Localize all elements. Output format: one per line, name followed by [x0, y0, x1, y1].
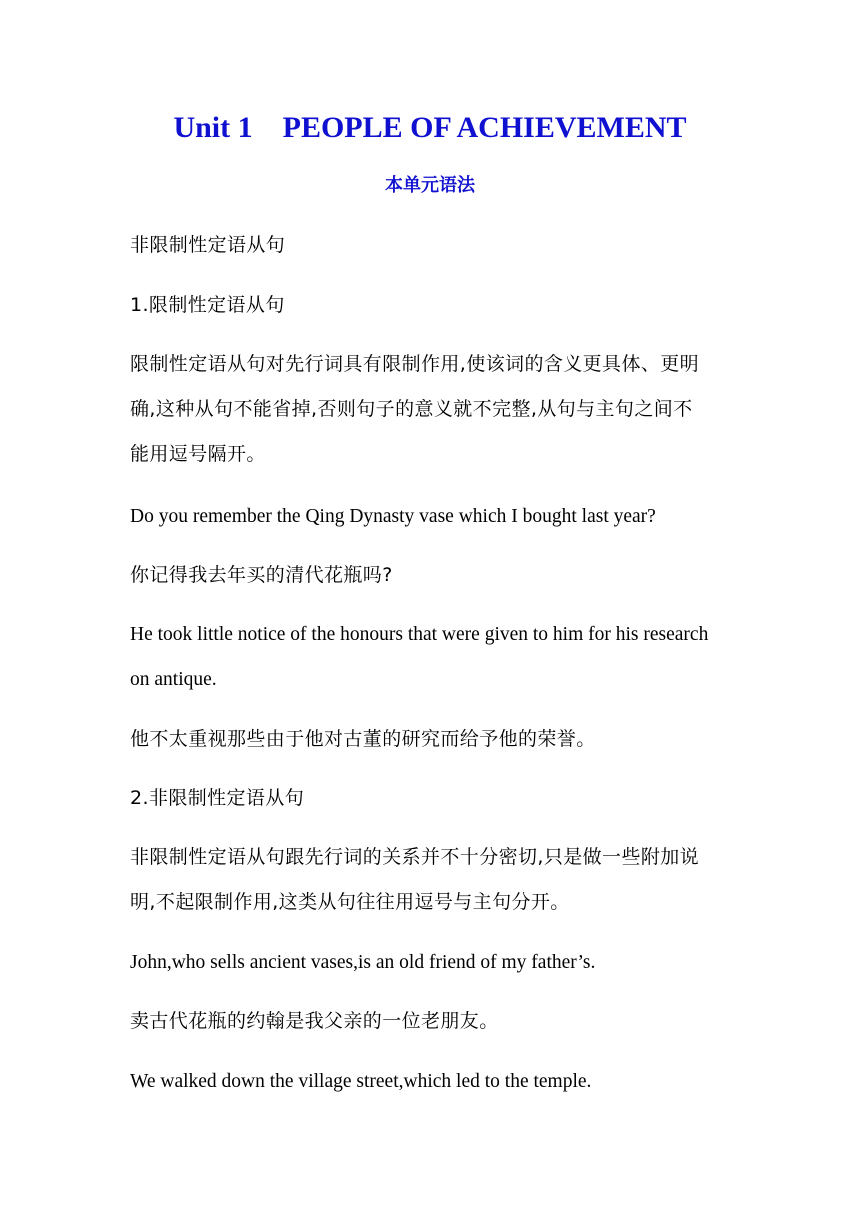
section1-explanation	[130, 342, 740, 477]
section1-example2-en	[130, 612, 740, 702]
section1-explanation-line: 限制性定语从句对先行词具有限制作用,使该词的含义更具体、更明	[130, 353, 700, 375]
section1-example2-zh: 他不太重视那些由于他对古董的研究而给予他的荣誉。	[130, 728, 596, 750]
unit-title: Unit 1 PEOPLE OF ACHIEVEMENT	[173, 111, 687, 144]
section2-explanation-line: 明,不起限制作用,这类从句往往用逗号与主句分开。	[130, 891, 570, 913]
section2-example1-en: John,who sells ancient vases,is an old friend of my father’s.	[130, 952, 596, 973]
section1-example1-en: Do you remember the Qing Dynasty vase which I bought last year?	[130, 506, 656, 527]
section2-heading: 2.非限制性定语从句	[130, 787, 305, 809]
section1-explanation-line: 确,这种从句不能省掉,否则句子的意义就不完整,从句与主句之间不	[130, 398, 693, 420]
section2-example1-zh: 卖古代花瓶的约翰是我父亲的一位老朋友。	[130, 1010, 499, 1032]
section-subtitle: 本单元语法	[385, 175, 475, 196]
topic-heading: 非限制性定语从句	[130, 234, 286, 256]
section1-heading: 1.限制性定语从句	[130, 294, 285, 316]
section2-explanation-line: 非限制性定语从句跟先行词的关系并不十分密切,只是做一些附加说	[130, 846, 700, 868]
section2-explanation	[130, 835, 740, 925]
section2-example2-en: We walked down the village street,which led to the temple.	[130, 1071, 592, 1092]
section1-example1-zh: 你记得我去年买的清代花瓶吗?	[130, 564, 393, 586]
section1-example2-en-line: on antique.	[130, 669, 217, 690]
section1-explanation-line: 能用逗号隔开。	[130, 443, 266, 465]
section1-example2-en-line: He took little notice of the honours that were given to him for his research	[130, 624, 709, 645]
